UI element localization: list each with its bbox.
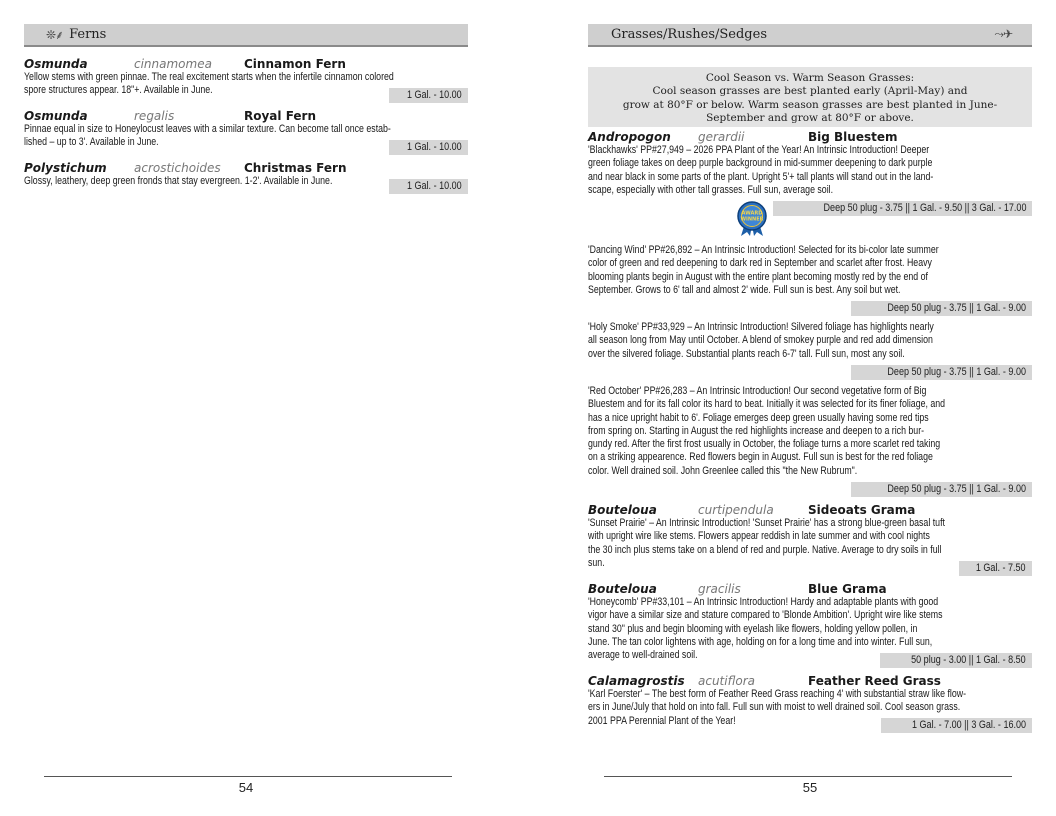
plant-entry-big-bluestem [588,130,1032,197]
page-number: 55 [802,780,818,795]
cultivar-holy-smoke [588,321,1032,378]
plant-entry-christmas-fern [24,161,468,192]
description-line: from spring on. Starting in August the red highlights increase and deepen to a rich bur- [588,424,925,437]
plant-entry-sideoats-grama [588,503,1032,574]
plant-entry-royal-fern [24,109,468,153]
cultivar-blackhawks-description [588,144,1032,197]
plant-name-row [588,130,1032,144]
plant-entry-blue-grama [588,582,1032,666]
species: regalis [134,109,175,123]
plant-entry-cinnamon-fern [24,57,468,101]
species: acrostichoides [134,161,221,175]
genus: Calamagrostis [588,674,685,688]
description-line: 'Dancing Wind' PP#26,892 – An Intrinsic Introduction! Selected for its bi-color late summer [588,244,939,256]
footer-rule [604,776,1012,777]
description-line: lished – up to 3'. Available in June. [24,136,159,149]
description-line: has a nice upright habit to 6'. Foliage emerges deep green usually having some red tips [588,411,929,424]
description-line: 'Karl Foerster' – The best form of Feather Reed Grass reaching 4' with substantial straw like flow- [588,688,967,700]
price-tag: Deep 50 plug - 3.75 || 1 Gal. - 9.00 [851,365,1032,380]
genus: Andropogon [588,130,671,144]
description-line: scape, especially with other tall grasses. Full sun, average soil. [588,183,834,196]
description-line: Yellow stems with green pinnae. The real excitement starts when the infertile cinnamon colored [24,71,394,83]
section-title: Grasses/Rushes/Sedges [611,27,767,42]
genus: Osmunda [24,57,88,71]
description-line: blooming plants begin in August with the entire plant becoming mostly red by the end of [588,270,928,283]
season-note-box [588,67,1032,127]
right-page [588,0,1032,816]
note-line: grow at 80°F or below. Warm season grasses are best planted in June- [622,98,998,111]
note-line: Cool Season vs. Warm Season Grasses: [705,72,915,84]
plant-name-row [24,57,468,71]
description-line: 2001 PPA Perennial Plant of the Year! [588,714,736,727]
description-line: 'Honeycomb' PP#33,101 – An Intrinsic Introduction! Hardy and adaptable plants with good [588,596,939,608]
cultivar-dancing-wind [588,244,1032,314]
common-name: Cinnamon Fern [244,57,346,71]
description-line: and near black in some parts of the plant. Upright 5'+ tall plants will stand out in the land- [588,170,934,183]
description-line: 'Red October' PP#26,283 – An Intrinsic Introduction! Our second vegetative form of Big [588,385,927,397]
common-name: Royal Fern [244,109,317,123]
description-line: color of green and red deepening to dark red in September and scarlet after frost. Heavy [588,257,932,270]
species: curtipendula [698,503,774,517]
page-number: 54 [238,780,254,795]
common-name: Sideoats Grama [808,503,916,517]
description-line: Bluestem and for its fall color its hard to beat. Initially it was selected for its finer foliage, and [588,398,946,411]
common-name: Blue Grama [808,582,887,596]
plant-entry-feather-reed-grass [588,674,1032,731]
price-tag: 1 Gal. - 7.00 || 3 Gal. - 16.00 [881,718,1032,733]
bird-flight-icon: ⤳✈ [994,27,1012,41]
description [588,244,1032,297]
species: gracilis [698,582,741,596]
description-line: 'Sunset Prairie' – An Intrinsic Introduction! 'Sunset Prairie' has a strong blue-green basal tuft [588,517,945,529]
description-line: color. Well drained soil. John Greenlee called this "the New Rubrum". [588,464,858,477]
description [588,385,1032,478]
left-page [24,0,468,816]
description-line: green foliage takes on deep purple background in mid-summer deepening to dark purple [588,157,933,170]
common-name: Feather Reed Grass [808,674,941,688]
species: acutiflora [698,674,755,688]
price-tag: Deep 50 plug - 3.75 || 1 Gal. - 9.00 [851,482,1032,497]
species: gerardii [698,130,745,144]
price-tag: Deep 50 plug - 3.75 || 1 Gal. - 9.00 [851,301,1032,316]
description-line: on a striking appearence. Red flowers begin in August. Full sun is best for the red foliage [588,451,933,464]
description-line: sun. [588,556,605,569]
genus: Polystichum [24,161,107,175]
note-line: September and grow at 80°F or above. [706,111,914,124]
note-line: Cool season grasses are best planted early (April-May) and [652,85,968,98]
description-line: with upright wire like stems. Flowers appear reddish in late summer and with cool nights [588,530,930,543]
award-winner-badge-icon [734,201,770,237]
description-line: June. The tan color lightens with age, holding on for a long time and into winter. Full sun, [588,635,933,648]
description-line: 'Holy Smoke' PP#33,929 – An Intrinsic Introduction! Silvered foliage has highlights nearly [588,321,934,333]
section-title: Ferns [69,27,107,42]
plant-name-row [588,503,1032,517]
price-tag: 1 Gal. - 10.00 [389,140,468,155]
description [588,321,1032,361]
price-tag: 1 Gal. - 10.00 [389,179,468,194]
description-line: average to well-drained soil. [588,649,698,662]
price-tag: 50 plug - 3.00 || 1 Gal. - 8.50 [880,653,1032,668]
plant-name-row [588,582,1032,596]
svg-text:AWARD: AWARD [741,210,763,217]
description-line: spore structures appear. 18"+. Available in June. [24,84,213,97]
genus: Bouteloua [588,503,657,517]
description-line: stand 30" plus and begin blooming with eyelash like flowers, holding yellow pollen, in [588,622,918,635]
description-line: all season long from May until October. A blend of smokey purple and red add dimension [588,334,933,347]
description-line: Glossy, leathery, deep green fronds that stay evergreen. 1-2'. Available in June. [24,175,333,187]
genus: Osmunda [24,109,88,123]
description-line: Pinnae equal in size to Honeylocust leaves with a similar texture. Can become tall once estab- [24,123,391,135]
plant-name-row [24,109,468,123]
genus: Bouteloua [588,582,657,596]
description-line: vigor have a similar size and stature compared to 'Blonde Ambition'. Upright wire like stems [588,609,943,622]
common-name: Christmas Fern [244,161,347,175]
cultivar-red-october [588,385,1032,495]
price-tag: Deep 50 plug - 3.75 || 1 Gal. - 9.50 || 3 Gal. - 17.00 [773,201,1032,216]
description-line: over the silvered foliage. Substantial plants reach 6-7' tall. Full sun, most any soil. [588,347,905,360]
common-name: Big Bluestem [808,130,898,144]
plant-name-row [588,674,1032,688]
section-header-grasses [588,24,1032,47]
description-line: 'Blackhawks' PP#27,949 – 2026 PPA Plant of the Year! An Intrinsic Introduction! Deeper [588,144,930,156]
description-line: September. Grows to 6' tall and almost 2' wide. Full sun is best. Any soil but wet. [588,283,901,296]
flower-leaf-icon: ❊⸙ [46,28,64,42]
description-line: the 30 inch plus stems take on a blend of red and purple. Native. Average to dry soils in full [588,543,942,556]
price-tag: 1 Gal. - 10.00 [389,88,468,103]
footer-rule [44,776,452,777]
species: cinnamomea [134,57,212,71]
plant-name-row [24,161,468,175]
section-header-ferns [24,24,468,47]
svg-text:WINNER: WINNER [740,216,764,223]
price-tag: 1 Gal. - 7.50 [959,561,1032,576]
description-line: ers in June/July that hold on into fall. Full sun with moist to well drained soil. Cool season grass. [588,701,961,714]
description-line: gundy red. After the first frost usually in October, the foliage turns a more scarlet red taking [588,438,941,451]
